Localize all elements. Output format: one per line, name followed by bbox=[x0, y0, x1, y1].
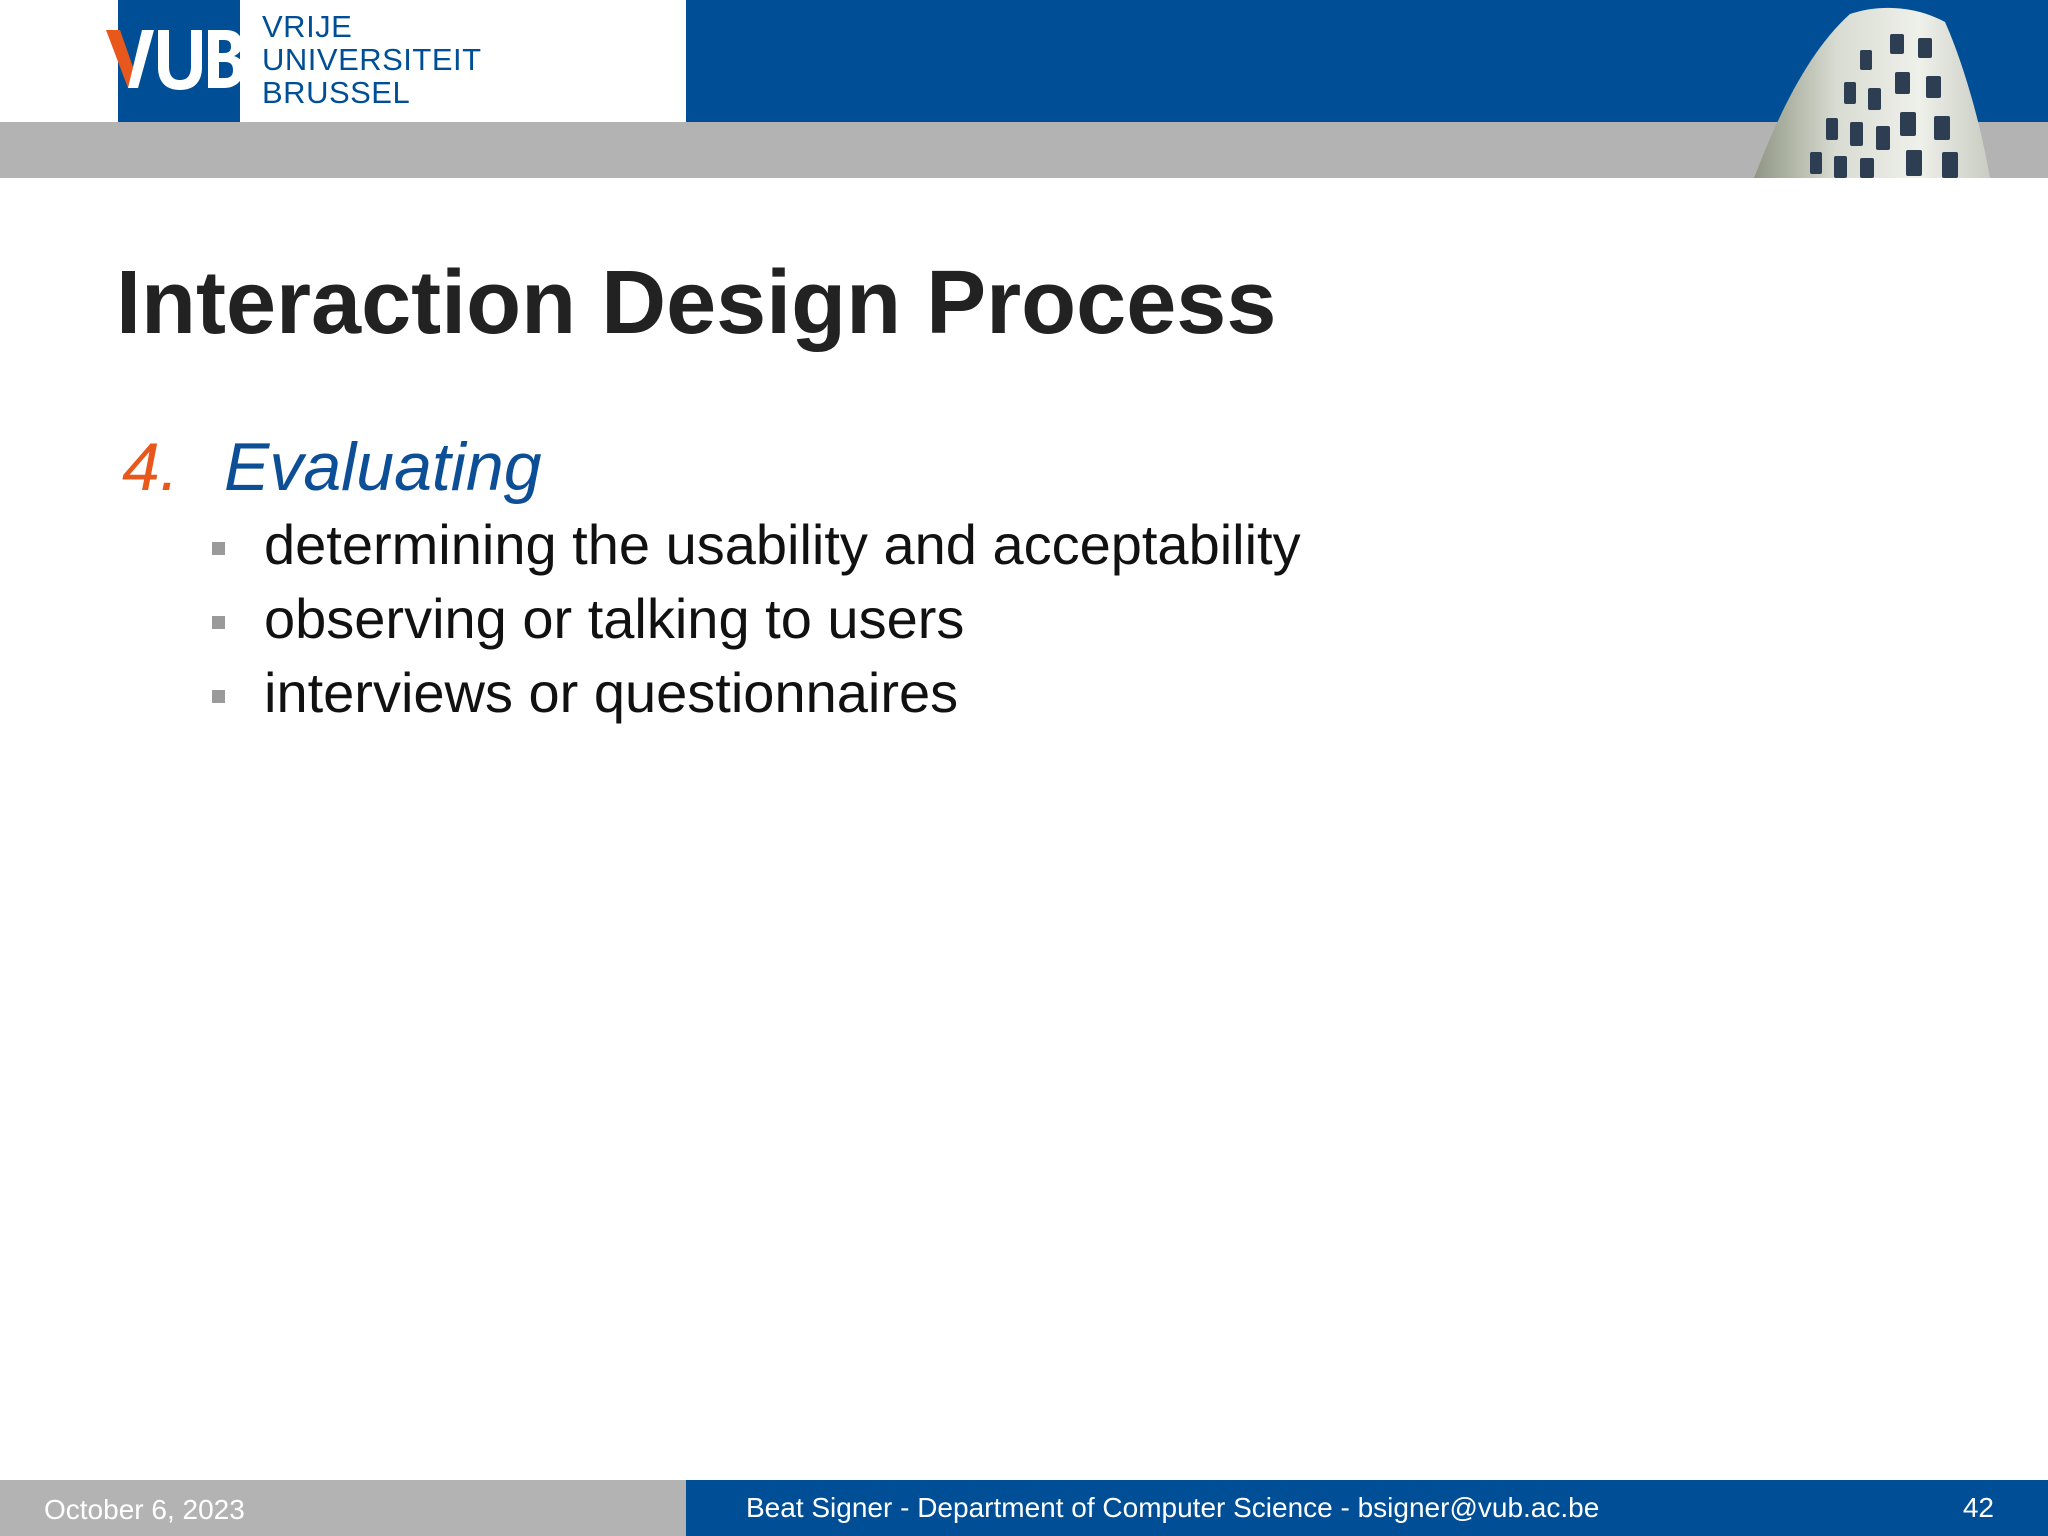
logo-word: UNIVERSITEIT bbox=[262, 42, 482, 77]
list-item bbox=[210, 512, 1301, 586]
square-bullet-icon bbox=[212, 542, 225, 555]
step-label: Evaluating bbox=[224, 429, 542, 505]
footer-date: October 6, 2023 bbox=[44, 1494, 245, 1525]
logo-word: VRIJE bbox=[262, 9, 353, 44]
step-heading bbox=[122, 428, 542, 506]
bullet-text: interviews or questionnaires bbox=[264, 661, 959, 724]
bullet-text: observing or talking to users bbox=[264, 587, 965, 650]
list-item bbox=[210, 660, 1301, 734]
step-number: 4. bbox=[122, 429, 179, 505]
bullet-list bbox=[210, 512, 1301, 734]
list-item bbox=[210, 586, 1301, 660]
page-number: 42 bbox=[1962, 1492, 1994, 1523]
vub-logo-mark-icon bbox=[104, 26, 244, 96]
logo-word: BRUSSEL bbox=[262, 75, 411, 110]
square-bullet-icon bbox=[212, 616, 225, 629]
building-icon bbox=[1740, 0, 2000, 178]
slide-title: Interaction Design Process bbox=[116, 253, 1277, 353]
bullet-text: determining the usability and acceptability bbox=[264, 513, 1301, 576]
square-bullet-icon bbox=[212, 690, 225, 703]
logo-wordmark bbox=[262, 10, 482, 109]
footer-credit: Beat Signer - Department of Computer Science - bsigner@vub.ac.be bbox=[746, 1492, 1600, 1523]
